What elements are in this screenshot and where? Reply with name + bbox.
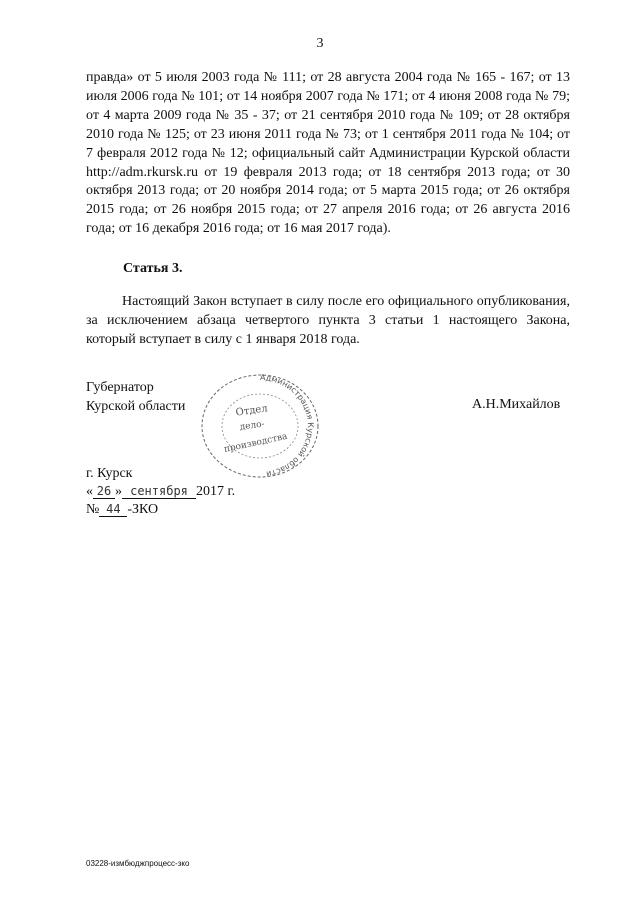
law-number-suffix: -ЗКО <box>127 502 159 517</box>
signature-role <box>86 379 185 416</box>
office-seal-stamp <box>198 368 323 478</box>
date-month: сентября <box>122 484 196 499</box>
place: г. Курск <box>86 466 133 481</box>
signature-name: А.Н.Михайлов <box>472 397 561 412</box>
seal-line3: производства <box>223 431 289 455</box>
signing-date <box>86 484 235 500</box>
signature-role-line2: Курской области <box>86 398 186 414</box>
date-open-quote: « <box>86 484 93 499</box>
paragraph-publication-list: правда» от 5 июля 2003 года № 111; от 28 августа 2004 года № 165 - 167; от 13 июля 2006 года № 101; от 14 ноября 2007 года № 171; от 4 июня 2008 года № 79; от 4 марта 2009 года № 35 - 37; от 21 сентября 2010 года № 109; от 28 октября 2010 года № 125; от 23 июня 2011 года № 73; от 1 сентября 2011 года № 104; от 7 февраля 2012 года № 12; официальный сайт Администрации Курской области http://adm.rkursk.ru от 19 февраля 2013 года; от 18 сентября 2013 года; от 30 октября 2013 года; от 20 ноября 2014 года; от 5 марта 2015 года; от 26 октября 2015 года; от 26 ноября 2015 года; от 27 апреля 2016 года; от 26 августа 2016 года; от 16 декабря 2016 года; от 16 мая 2017 года). <box>86 70 570 237</box>
seal-line2: дело- <box>239 419 266 433</box>
law-number-value: 44 <box>99 502 127 517</box>
seal-ring-text: Администрация Курской области <box>259 372 315 478</box>
date-day: 26 <box>93 484 115 499</box>
paragraph-entry-into-force: Настоящий Закон вступает в силу после его официального опубликования, за исключением абзаца четвертого пункта 3 статьи 1 настоящего Закона, который вступает в силу с 1 января 2018 года. <box>86 294 570 347</box>
article-title: Статья 3. <box>123 261 183 276</box>
law-number <box>86 502 158 518</box>
signature-role-line1: Губернатор <box>86 380 154 395</box>
law-number-prefix: № <box>86 502 100 517</box>
date-close-quote: » <box>115 484 122 499</box>
date-year: 2017 г. <box>196 484 236 499</box>
page-number: 3 <box>316 36 324 51</box>
seal-line1: Отдел <box>235 403 269 419</box>
footer-document-code: 03228-измбюджпроцесс-зко <box>86 859 190 868</box>
